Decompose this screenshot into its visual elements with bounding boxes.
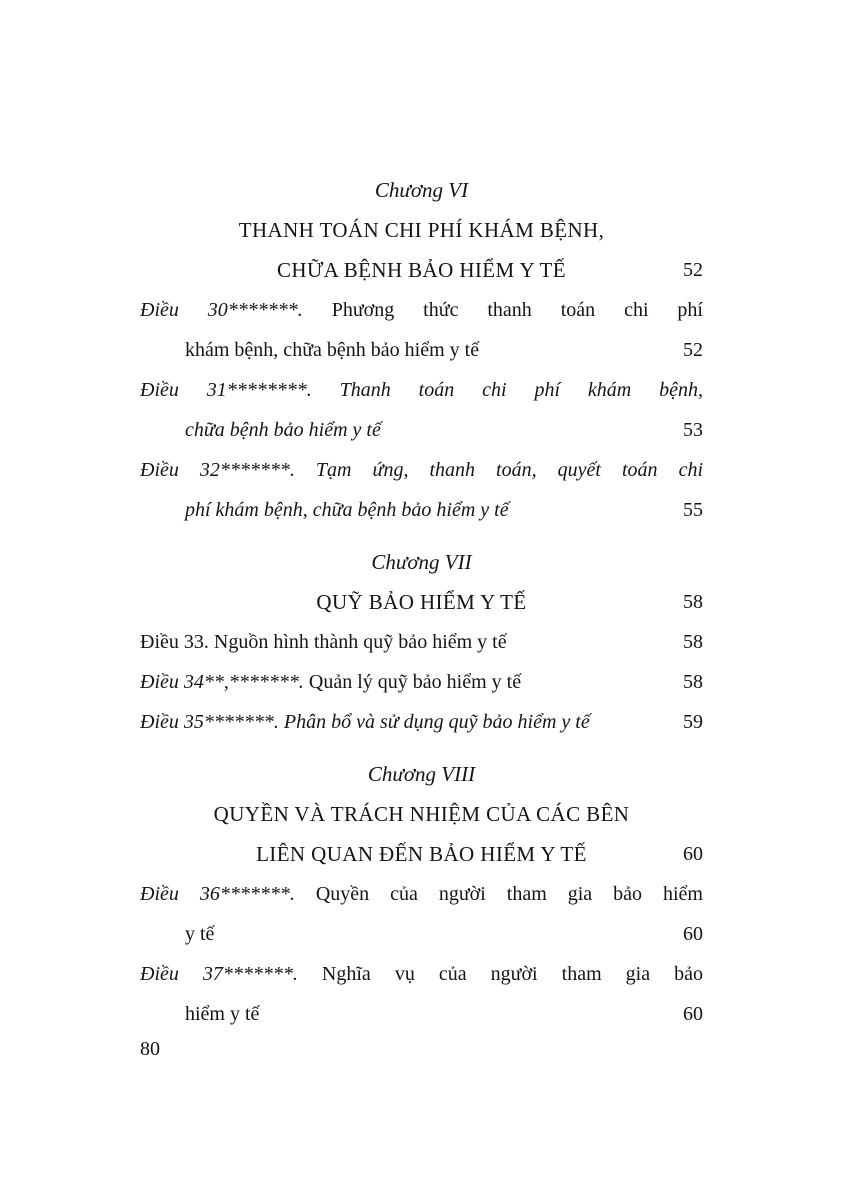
- chapter-heading: Chương VII: [371, 550, 472, 574]
- toc-entry-line: [140, 450, 703, 490]
- toc-page-number: 60: [683, 923, 703, 945]
- entry-segment-italic: Điều 34**,*******.: [140, 671, 304, 693]
- toc-page-number: 58: [683, 591, 703, 613]
- toc-entry-text: [140, 711, 590, 733]
- toc-entry-text: [140, 379, 703, 401]
- entry-segment: Phương thức thanh toán chi phí: [302, 299, 703, 321]
- chapter-title-line: [140, 794, 703, 834]
- toc-entry-text: [140, 299, 703, 321]
- toc-page-number: 58: [683, 631, 703, 653]
- chapter-title-text: QUỸ BẢO HIỂM Y TẾ: [316, 590, 527, 614]
- toc-page-number: 59: [683, 711, 703, 733]
- entry-segment-italic: Điều 32*******. Tạm ứng, thanh toán, quyết toán chi: [140, 459, 703, 481]
- entry-segment-italic: Điều 31********. Thanh toán chi phí khám bệnh,: [140, 379, 703, 401]
- toc-entry-line: [140, 914, 703, 954]
- toc-entry-line: [140, 874, 703, 914]
- toc-entry-line: [140, 370, 703, 410]
- chapter-title-text: CHỮA BỆNH BẢO HIỂM Y TẾ: [277, 258, 566, 282]
- toc-entry-text: [185, 1003, 259, 1025]
- toc-entry-text: [140, 671, 521, 693]
- entry-segment-italic: Điều 30*******.: [140, 299, 303, 321]
- entry-segment: Quản lý quỹ bảo hiểm y tế: [303, 671, 522, 693]
- toc-page-number: 53: [683, 419, 703, 441]
- chapter-title-line: [140, 834, 703, 874]
- toc-entry-text: [140, 459, 703, 481]
- toc-entry-line: [140, 410, 703, 450]
- toc-entry-line: [140, 330, 703, 370]
- entry-segment: Quyền của người tham gia bảo hiểm: [294, 883, 703, 905]
- toc-entry-line: [140, 290, 703, 330]
- toc-page-number: 60: [683, 1003, 703, 1025]
- chapter-heading: Chương VI: [374, 178, 469, 202]
- toc-entry-text: [185, 923, 214, 945]
- toc-block-list: [140, 170, 703, 1034]
- toc-entry-line: [140, 954, 703, 994]
- entry-segment: Nghĩa vụ của người tham gia bảo: [297, 963, 703, 985]
- chapter-title-text: LIÊN QUAN ĐẾN BẢO HIỂM Y TẾ: [256, 842, 587, 866]
- chapter-title-line: [140, 250, 703, 290]
- entry-segment: y tế: [185, 923, 215, 945]
- toc-page-number: 52: [683, 259, 703, 281]
- toc-page-number: 55: [683, 499, 703, 521]
- toc-entry-text: [185, 339, 479, 361]
- entry-segment: khám bệnh, chữa bệnh bảo hiểm y tế: [185, 339, 480, 361]
- chapter-title-line: [140, 582, 703, 622]
- entry-segment: Điều 33. Nguồn hình thành quỹ bảo hiểm y tế: [140, 631, 507, 653]
- toc-entry-text: [185, 499, 509, 521]
- toc-entry-line: [140, 662, 703, 702]
- toc-entry-text: [185, 419, 381, 441]
- entry-segment-italic: chữa bệnh bảo hiểm y tế: [185, 419, 381, 441]
- chapter-title-line: [140, 210, 703, 250]
- chapter-title-text: QUYỀN VÀ TRÁCH NHIỆM CỦA CÁC BÊN: [213, 802, 630, 826]
- toc-content: [140, 170, 703, 1034]
- chapter-title-text: THANH TOÁN CHI PHÍ KHÁM BỆNH,: [238, 218, 605, 242]
- entry-segment: hiểm y tế: [185, 1003, 260, 1025]
- toc-page-number: 60: [683, 843, 703, 865]
- entry-segment-italic: Điều 35*******. Phân bổ và sử dụng quỹ bảo hiểm y tế: [140, 711, 590, 733]
- entry-segment-italic: phí khám bệnh, chữa bệnh bảo hiểm y tế: [185, 499, 509, 521]
- toc-page-number: 58: [683, 671, 703, 693]
- toc-entry-line: [140, 702, 703, 742]
- entry-segment-italic: Điều 37*******.: [140, 963, 298, 985]
- footer-page-number: 80: [140, 1038, 160, 1060]
- toc-page-number: 52: [683, 339, 703, 361]
- toc-entry-text: [140, 963, 703, 985]
- chapter-heading: Chương VIII: [367, 762, 476, 786]
- toc-entry-text: [140, 883, 703, 905]
- toc-entry-text: [140, 631, 507, 653]
- toc-entry-line: [140, 994, 703, 1034]
- toc-entry-line: [140, 490, 703, 530]
- entry-segment-italic: Điều 36*******.: [140, 883, 295, 905]
- toc-entry-line: [140, 622, 703, 662]
